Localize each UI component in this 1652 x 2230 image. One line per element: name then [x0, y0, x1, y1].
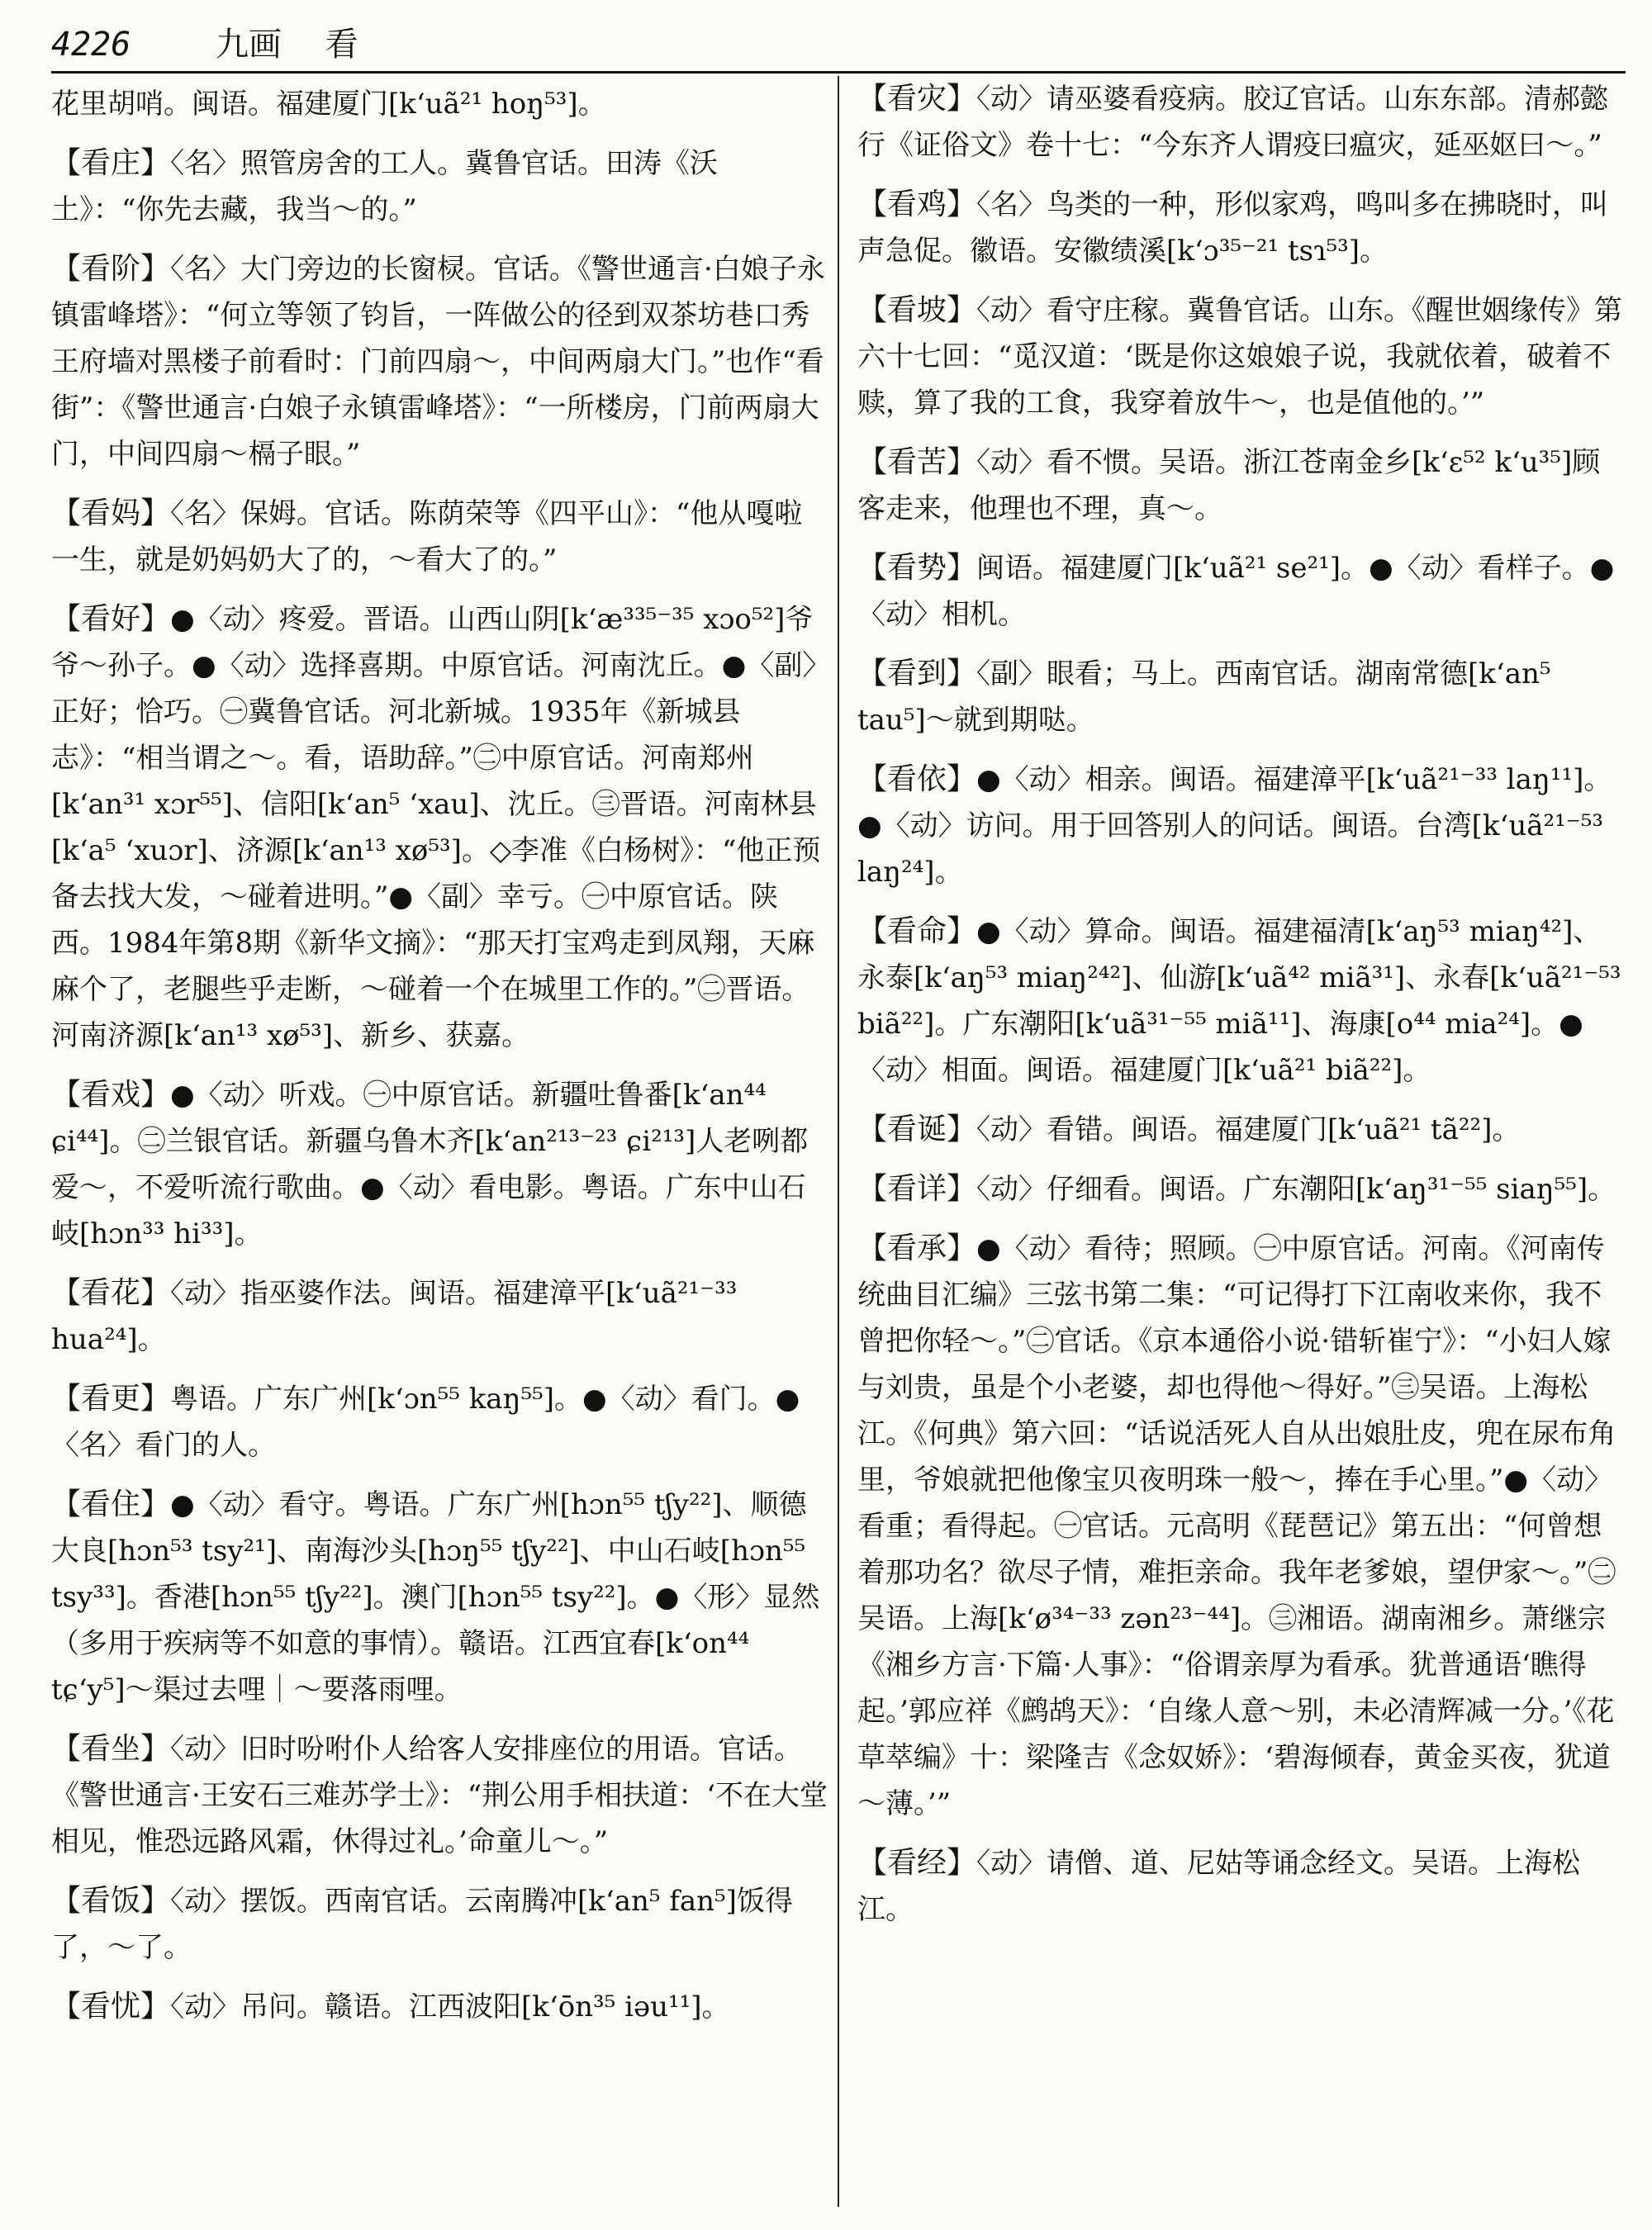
- entry-headword: 【看庄】: [51, 146, 171, 180]
- dictionary-entry: [857, 909, 1626, 1094]
- entry-text: 〈动〉看不惯。吴语。浙江苍南金乡[k‘ɛ⁵² k‘u³⁵]顾客走来，他理也不理，真～。: [857, 446, 1601, 525]
- entry-headword: 【看详】: [857, 1172, 977, 1206]
- left-column: [51, 76, 828, 2207]
- entry-text: 闽语。福建厦门[k‘uã²¹ se²¹]。●〈动〉看样子。●〈动〉相机。: [857, 552, 1615, 631]
- header-rule: [51, 71, 1626, 74]
- entry-headword: 【看忧】: [51, 1990, 171, 2024]
- dictionary-entry: [51, 1376, 828, 1468]
- entry-headword: 【看命】: [857, 914, 977, 948]
- entry-text: ●〈动〉听戏。㊀中原官话。新疆吐鲁番[k‘an⁴⁴ ɕi⁴⁴]。㊁兰银官话。新疆乌鲁木齐[k‘an²¹³⁻²³ ɕi²¹³]人老咧都爱～，不爱听流行歌曲。●〈动〉看电影。粤语。广东中山石岐[hɔn³³ hi³³]。: [51, 1079, 809, 1250]
- entry-text: 〈动〉看错。闽语。福建厦门[k‘uã²¹ tã²²]。: [976, 1113, 1521, 1146]
- entry-headword: 【看苦】: [857, 445, 977, 479]
- entry-text: 〈动〉请巫婆看疫病。胶辽官话。山东东部。清郝懿行《证俗文》卷十七：“今东齐人谓疫曰瘟灾，延巫妪曰～。”: [857, 83, 1609, 162]
- dictionary-entry: [51, 246, 828, 477]
- entry-text: 花里胡哨。闽语。福建厦门[k‘uã²¹ hoŋ⁵³]。: [51, 88, 606, 121]
- dictionary-entry: [857, 287, 1626, 426]
- entry-headword: 【看阶】: [51, 252, 171, 286]
- entry-headword: 【看依】: [857, 762, 977, 796]
- dictionary-entry: [51, 1878, 828, 1971]
- entry-text: 粤语。广东广州[k‘ɔn⁵⁵ kaŋ⁵⁵]。●〈动〉看门。●〈名〉看门的人。: [51, 1383, 800, 1462]
- dictionary-entry: [51, 491, 828, 583]
- entry-headword: 【看灾】: [857, 82, 977, 116]
- dictionary-entry: [857, 757, 1626, 895]
- entry-text: ●〈动〉看待；照顾。㊀中原官话。河南。《河南传统曲目汇编》三弦书第二集：“可记得打下江南收来你，我不曾把你轻～。”㊁官话。《京本通俗小说·错斩崔宁》：“小妇人嫁与刘贵，虽是个小老婆，却也得他～得好。”㊂吴语。上海松江。《何典》第六回：“话说活死人自从出娘肚皮，兜在尿布角里，爷娘就把他像宝贝夜明珠一般～，捧在手心里。”●〈动〉看重；看得起。㊀官话。元高明《琵琶记》第五出：“何曾想着那功名？欲尽子情，难拒亲命。我年老爹娘，望伊家～。”㊁吴语。上海[k‘ø³⁴⁻³³ zən²³⁻⁴⁴]。㊂湘语。湖南湘乡。萧继宗《湘乡方言·下篇·人事》：“俗谓亲厚为看承。犹普通语‘瞧得起。’郭应祥《鹧鸪天》：‘自缘人意～别，未必清辉减一分。’《花草萃编》十：梁隆吉《念奴娇》：‘碧海倾春，黄金买夜，犹道～薄。’”: [857, 1232, 1616, 1820]
- entry-headword: 【看诞】: [857, 1113, 977, 1146]
- section-title: 九画: [216, 26, 282, 64]
- header-character: 看: [325, 26, 358, 64]
- dictionary-entry: [51, 1984, 828, 2030]
- entry-text: ●〈动〉看守。粤语。广东广州[hɔn⁵⁵ tʃy²²]、顺德大良[hɔn⁵³ tsy²¹]、南海沙头[hɔŋ⁵⁵ tʃy²²]、中山石岐[hɔn⁵⁵ tsy³³]。香港[hɔn⁵⁵ tʃy²²]。澳门[hɔn⁵⁵ tsy²²]。●〈形〉显然（多用于疾病等不如意的事情）。赣语。江西宜春[k‘on⁴⁴ tɕ‘y⁵]～渠过去哩｜～要落雨哩。: [51, 1488, 820, 1706]
- entry-text: 〈动〉旧时吩咐仆人给客人安排座位的用语。官话。《警世通言·王安石三难苏学士》：“荆公用手相扶道：‘不在大堂相见，惟恐远路风霜，休得过礼。’命童儿～。”: [51, 1733, 828, 1858]
- dictionary-entry: [857, 182, 1626, 274]
- entry-text: 〈动〉指巫婆作法。闽语。福建漳平[k‘uã²¹⁻³³ hua²⁴]。: [51, 1277, 738, 1356]
- entry-text: 〈动〉仔细看。闽语。广东潮阳[k‘aŋ³¹⁻⁵⁵ siaŋ⁵⁵]。: [976, 1173, 1616, 1206]
- entry-text: 〈名〉鸟类的一种，形似家鸡，鸣叫多在拂晓时，叫声急促。徽语。安徽绩溪[k‘ɔ³⁵⁻²¹ tsɿ⁵³]。: [857, 188, 1609, 268]
- dictionary-entry: [51, 1270, 828, 1363]
- entry-headword: 【看戏】: [51, 1078, 171, 1112]
- entry-text: ●〈动〉算命。闽语。福建福清[k‘aŋ⁵³ miaŋ⁴²]、永泰[k‘aŋ⁵³ miaŋ²⁴²]、仙游[k‘uã⁴² miã³¹]、永春[k‘uã²¹⁻⁵³ biã²²]。广东潮阳[k‘uã³¹⁻⁵⁵ miã¹¹]、海康[o⁴⁴ mia²⁴]。●〈动〉相面。闽语。福建厦门[k‘uã²¹ biã²²]。: [857, 915, 1621, 1087]
- entry-headword: 【看坐】: [51, 1732, 171, 1766]
- entry-text: 〈名〉保姆。官话。陈荫荣等《四平山》：“他从嘎啦一生，就是奶妈奶大了的，～看大了的。”: [51, 497, 803, 576]
- dictionary-entry: [857, 651, 1626, 743]
- entry-text: 〈动〉吊问。赣语。江西波阳[k‘ōn³⁵ iəu¹¹]。: [170, 1990, 730, 2024]
- entry-headword: 【看坡】: [857, 293, 977, 327]
- column-divider: [838, 76, 839, 2207]
- dictionary-entry: [51, 596, 828, 1059]
- entry-headword: 【看承】: [857, 1231, 977, 1265]
- entry-headword: 【看住】: [51, 1487, 171, 1521]
- dictionary-entry: [857, 545, 1626, 638]
- entry-text: 〈动〉请僧、道、尼姑等诵念经文。吴语。上海松江。: [857, 1847, 1581, 1926]
- entry-text: 〈名〉照管房舍的工人。冀鲁官话。田涛《沃土》：“你先去藏，我当～的。”: [51, 147, 719, 226]
- entry-headword: 【看花】: [51, 1276, 171, 1310]
- entry-headword: 【看经】: [857, 1846, 977, 1880]
- entry-headword: 【看到】: [857, 657, 977, 690]
- entry-headword: 【看饭】: [51, 1884, 171, 1918]
- entry-headword: 【看鸡】: [857, 187, 977, 221]
- dictionary-entry: [51, 1482, 828, 1713]
- dictionary-entry: [857, 1107, 1626, 1153]
- dictionary-entry: [51, 81, 828, 127]
- dictionary-entry: [51, 1072, 828, 1257]
- entry-headword: 【看好】: [51, 602, 171, 636]
- dictionary-entry: [857, 1840, 1626, 1933]
- dictionary-entry: [857, 1166, 1626, 1212]
- right-column: [857, 76, 1626, 2207]
- entry-headword: 【看妈】: [51, 496, 171, 530]
- dictionary-entry: [857, 76, 1626, 168]
- dictionary-entry: [857, 1226, 1626, 1827]
- dictionary-entry: [51, 140, 828, 233]
- page-number: 4226: [51, 26, 131, 64]
- dictionary-entry: [51, 1726, 828, 1865]
- entry-text: ●〈动〉疼爱。晋语。山西山阴[k‘æ³³⁵⁻³⁵ xɔo⁵²]爷爷～孙子。●〈动〉选择喜期。中原官话。河南沈丘。●〈副〉正好；恰巧。㊀冀鲁官话。河北新城。1935年《新城县志》：“相当谓之～。看，语助辞。”㊁中原官话。河南郑州[k‘an³¹ xɔr⁵⁵]、信阳[k‘an⁵ ‘xau]、沈丘。㊂晋语。河南林县[k‘a⁵ ‘xuɔr]、济源[k‘an¹³ xø⁵³]。◇李准《白杨树》：“他正预备去找大发，～碰着进明。”●〈副〉幸亏。㊀中原官话。陕西。1984年第8期《新华文摘》：“那天打宝鸡走到凤翔，天麻麻个了，老腿些乎走断，～碰着一个在城里工作的。”㊁晋语。河南济源[k‘an¹³ xø⁵³]、新乡、获嘉。: [51, 603, 821, 1052]
- dictionary-entry: [857, 439, 1626, 532]
- entry-text: 〈动〉看守庄稼。冀鲁官话。山东。《醒世姻缘传》第六十七回：“觅汉道：‘既是你这娘娘子说，我就依着，破着不赎，算了我的工食，我穿着放牛～，也是值他的。’”: [857, 294, 1623, 420]
- entry-text: ●〈动〉相亲。闽语。福建漳平[k‘uã²¹⁻³³ laŋ¹¹]。●〈动〉访问。用于回答别人的问话。闽语。台湾[k‘uã²¹⁻⁵³ laŋ²⁴]。: [857, 763, 1612, 889]
- entry-text: 〈名〉大门旁边的长窗棂。官话。《警世通言·白娘子永镇雷峰塔》：“何立等领了钧旨，一阵做公的径到双茶坊巷口秀王府墙对黑楼子前看时：门前四扇～，中间两扇大门。”也作“看街”：《警世通言·白娘子永镇雷峰塔》：“一所楼房，门前两扇大门，中间四扇～槅子眼。”: [51, 253, 825, 471]
- entry-text: 〈副〉眼看；马上。西南官话。湖南常德[k‘an⁵ tau⁵]～就到期哒。: [857, 657, 1551, 737]
- entry-headword: 【看更】: [51, 1382, 171, 1416]
- entry-text: 〈动〉摆饭。西南官话。云南腾冲[k‘an⁵ fan⁵]饭得了，～了。: [51, 1885, 793, 1964]
- page-header: [51, 20, 1621, 69]
- entry-headword: 【看势】: [857, 551, 977, 585]
